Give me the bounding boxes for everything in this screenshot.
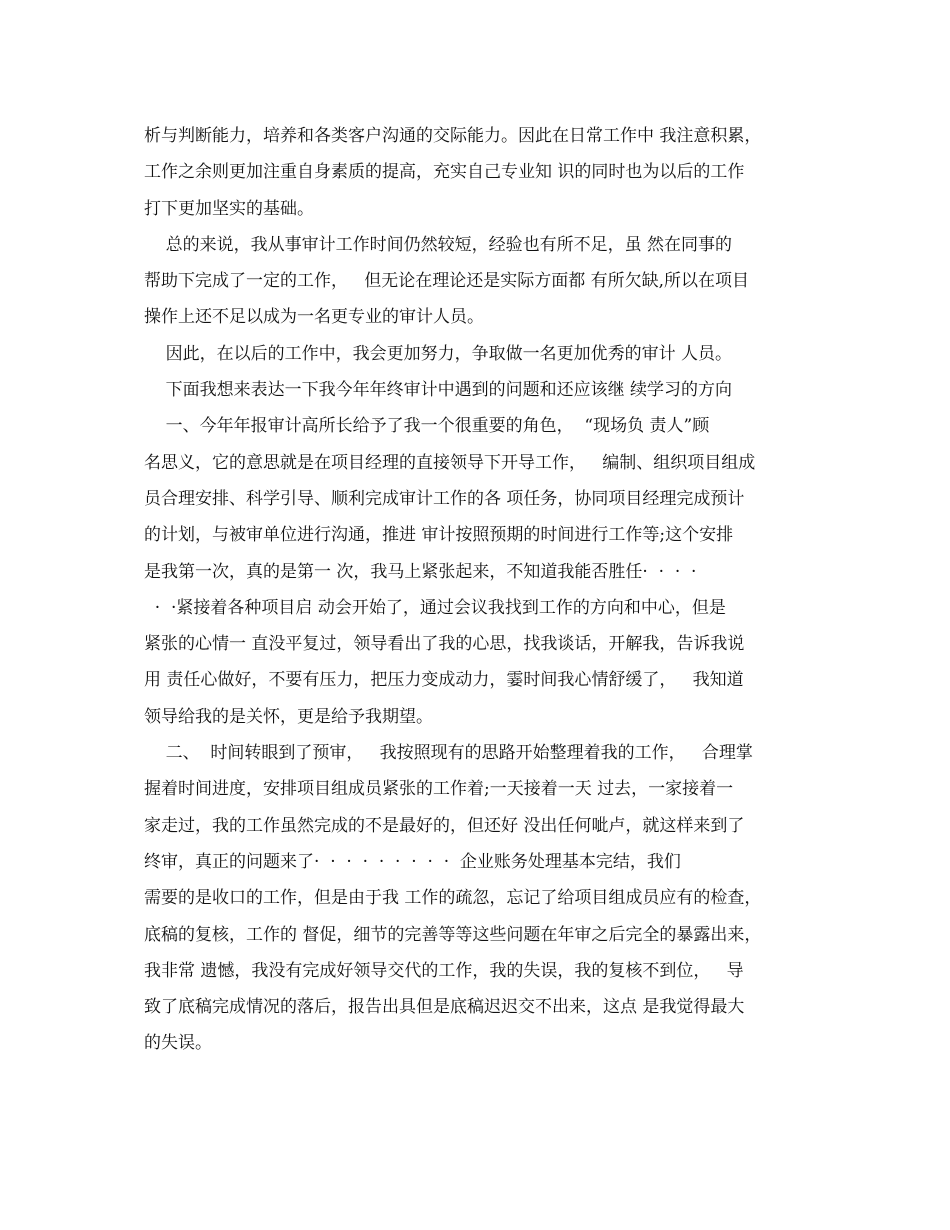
text-line: 员合理安排、科学引导、顺利完成审计工作的各 项任务，协同项目经理完成预计 xyxy=(144,488,745,509)
text-line: 二、 时间转眼到了预审， 我按照现有的思路开始整理着我的工作， 合理掌 xyxy=(144,743,753,764)
text-line: 帮助下完成了一定的工作， 但无论在理论还是实际方面都 有所欠缺,所以在项目 xyxy=(144,271,750,292)
text-line: 底稿的复核，工作的 督促，细节的完善等等这些问题在年审之后完全的暴露出来， xyxy=(144,924,762,945)
text-line: 用 责任心做好，不要有压力，把压力变成动力，霎时间我心情舒缓了， 我知道 xyxy=(144,670,744,691)
text-line: 领导给我的是关怀，更是给予我期望。 xyxy=(144,706,433,727)
text-line: 的失误。 xyxy=(144,1033,212,1054)
text-line: 下面我想来表达一下我今年年终审计中遇到的问题和还应该继 续学习的方向 xyxy=(144,380,733,401)
text-line: 致了底稿完成情况的落后，报告出具但是底稿迟迟交不出来，这点 是我觉得最大 xyxy=(144,997,745,1018)
text-line: 终审，真正的问题来了· · · · · · · · · 企业账务处理基本完结，我们 xyxy=(144,851,681,872)
text-line: 家走过，我的工作虽然完成的不是最好的，但还好 没出任何呲卢，就这样来到了 xyxy=(144,815,745,836)
text-line: · ·紧接着各种项目启 动会开始了，通过会议我找到工作的方向和中心，但是 xyxy=(144,597,726,618)
text-line: 握着时间进度，安排项目组成员紧张的工作着;一天接着一天 过去，一家接着一 xyxy=(144,779,734,800)
text-line: 名思义，它的意思就是在项目经理的直接领导下开导工作， 编制、组织项目组成 xyxy=(144,452,756,473)
text-line: 我非常 遗憾，我没有完成好领导交代的工作，我的失误，我的复核不到位， 导 xyxy=(144,960,744,981)
text-line: 紧张的心情一 直没平复过，领导看出了我的心思，找我谈话，开解我，告诉我说 xyxy=(144,634,745,655)
text-line: 打下更加坚实的基础。 xyxy=(144,198,314,219)
text-line: 需要的是收口的工作，但是由于我 工作的疏忽，忘记了给项目组成员应有的检查， xyxy=(144,888,762,909)
text-line: 总的来说，我从事审计工作时间仍然较短，经验也有所不足，虽 然在同事的 xyxy=(144,234,733,255)
text-line: 析与判断能力，培养和各类客户沟通的交际能力。因此在日常工作中 我注意积累， xyxy=(144,126,762,146)
text-line: 工作之余则更加注重自身素质的提高，充实自己专业知 识的同时也为以后的工作 xyxy=(144,162,745,183)
text-line: 因此，在以后的工作中，我会更加努力，争取做一名更加优秀的审计 人员。 xyxy=(144,343,733,364)
text-line: 是我第一次，真的是第一 次，我马上紧张起来，不知道我能否胜任· · · · xyxy=(144,561,697,582)
text-line: 操作上还不足以成为一名更专业的审计人员。 xyxy=(144,307,484,328)
text-line: 一、今年年报审计高所长给予了我一个很重要的角色， “现场负 责人”顾 xyxy=(144,416,710,437)
body-text xyxy=(144,118,814,1062)
text-line: 的计划，与被审单位进行沟通，推进 审计按照预期的时间进行工作等;这个安排 xyxy=(144,525,734,546)
